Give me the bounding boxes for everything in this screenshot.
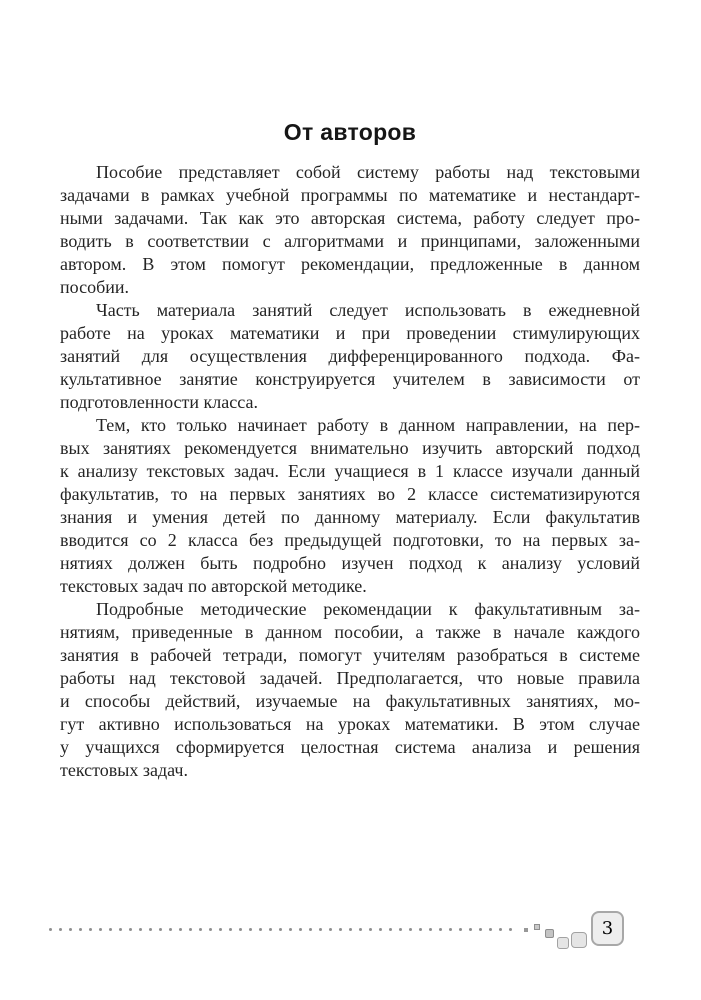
footer-dot <box>469 928 472 931</box>
footer-dot <box>369 928 372 931</box>
text-line: работы над текстовой задачей. Предполагается, что новые правила <box>60 668 640 688</box>
paragraph <box>60 299 640 414</box>
text-line: Пособие представляет собой систему работы над текстовыми <box>96 162 640 182</box>
footer-dot <box>179 928 182 931</box>
text-line: Подробные методические рекомендации к факультативным за- <box>96 599 640 619</box>
footer-dot <box>79 928 82 931</box>
text-line: вводится со 2 класса без предыдущей подготовки, то на первых за- <box>60 530 640 550</box>
ornament-square-3 <box>545 929 554 938</box>
footer-dot <box>229 928 232 931</box>
text-line: культативное занятие конструируется учителем в зависимости от <box>60 369 640 389</box>
footer-dot <box>219 928 222 931</box>
text-line: знания и умения детей по данному материалу. Если факультатив <box>60 507 640 527</box>
footer-dot <box>299 928 302 931</box>
text-line: факультатив, то на первых занятиях во 2 классе систематизируются <box>60 484 640 504</box>
footer-dot <box>329 928 332 931</box>
footer-dot <box>119 928 122 931</box>
footer-dot <box>89 928 92 931</box>
footer-dot <box>389 928 392 931</box>
footer-dotted-rule <box>49 928 512 931</box>
text-line: нятиях должен быть подробно изучен подход к анализу условий <box>60 553 640 573</box>
footer-dot <box>419 928 422 931</box>
footer-dot <box>99 928 102 931</box>
footer-dot <box>489 928 492 931</box>
text-line: занятий для осуществления дифференцированного подхода. Фа- <box>60 346 640 366</box>
footer-dot <box>429 928 432 931</box>
text-line: Часть материала занятий следует использовать в ежедневной <box>96 300 640 320</box>
footer-dot <box>69 928 72 931</box>
text-line: текстовых задач. <box>60 760 188 780</box>
body-text <box>60 161 640 782</box>
text-line: автором. В этом помогут рекомендации, предложенные в данном <box>60 254 640 274</box>
text-line: Тем, кто только начинает работу в данном направлении, на пер- <box>96 415 640 435</box>
footer-dot <box>149 928 152 931</box>
paragraph <box>60 598 640 782</box>
text-line: у учащихся сформируется целостная система анализа и решения <box>60 737 640 757</box>
ornament-square-5 <box>571 932 587 948</box>
footer-dot <box>199 928 202 931</box>
page-number: 3 <box>601 918 614 939</box>
footer-dot <box>499 928 502 931</box>
ornament-square-4 <box>557 937 569 949</box>
footer-dot <box>159 928 162 931</box>
text-line: водить в соответствии с алгоритмами и принципами, заложенными <box>60 231 640 251</box>
footer-dot <box>439 928 442 931</box>
footer-dot <box>289 928 292 931</box>
footer-dot <box>399 928 402 931</box>
text-line: занятия в рабочей тетради, помогут учителям разобраться в системе <box>60 645 640 665</box>
footer-dot <box>339 928 342 931</box>
footer-dot <box>209 928 212 931</box>
text-line: вых занятиях рекомендуется внимательно изучить авторский подход <box>60 438 640 458</box>
footer-dot <box>479 928 482 931</box>
ornament-square-1 <box>524 928 528 932</box>
footer-dot <box>459 928 462 931</box>
footer-dot <box>449 928 452 931</box>
footer-dot <box>49 928 52 931</box>
paragraph <box>60 414 640 598</box>
footer-dot <box>239 928 242 931</box>
footer-dot <box>129 928 132 931</box>
footer-dot <box>249 928 252 931</box>
text-line: гут активно использоваться на уроках математики. В этом случае <box>60 714 640 734</box>
text-line: и способы действий, изучаемые на факультативных занятиях, мо- <box>60 691 640 711</box>
paragraph <box>60 161 640 299</box>
footer-dot <box>189 928 192 931</box>
page-number-box <box>591 911 624 946</box>
text-line: ными задачами. Так как это авторская система, работу следует про- <box>60 208 640 228</box>
footer-dot <box>279 928 282 931</box>
page-title: От авторов <box>283 119 417 145</box>
footer-dot <box>109 928 112 931</box>
footer-dot <box>509 928 512 931</box>
text-line: нятиям, приведенные в данном пособии, а также в начале каждого <box>60 622 640 642</box>
text-line: текстовых задач по авторской методике. <box>60 576 367 596</box>
text-line: к анализу текстовых задач. Если учащиеся в 1 классе изучали данный <box>60 461 640 481</box>
ornament-square-2 <box>534 924 540 930</box>
text-line: работе на уроках математики и при проведении стимулирующих <box>60 323 640 343</box>
text-line: пособии. <box>60 277 129 297</box>
footer-dot <box>379 928 382 931</box>
footer-dot <box>259 928 262 931</box>
text-line: подготовленности класса. <box>60 392 258 412</box>
footer-dot <box>169 928 172 931</box>
footer-dot <box>269 928 272 931</box>
footer-dot <box>359 928 362 931</box>
footer-dot <box>349 928 352 931</box>
footer-dot <box>59 928 62 931</box>
footer-dot <box>409 928 412 931</box>
footer-dot <box>139 928 142 931</box>
text-line: задачами в рамках учебной программы по математике и нестандарт- <box>60 185 640 205</box>
footer-dot <box>319 928 322 931</box>
footer-dot <box>309 928 312 931</box>
